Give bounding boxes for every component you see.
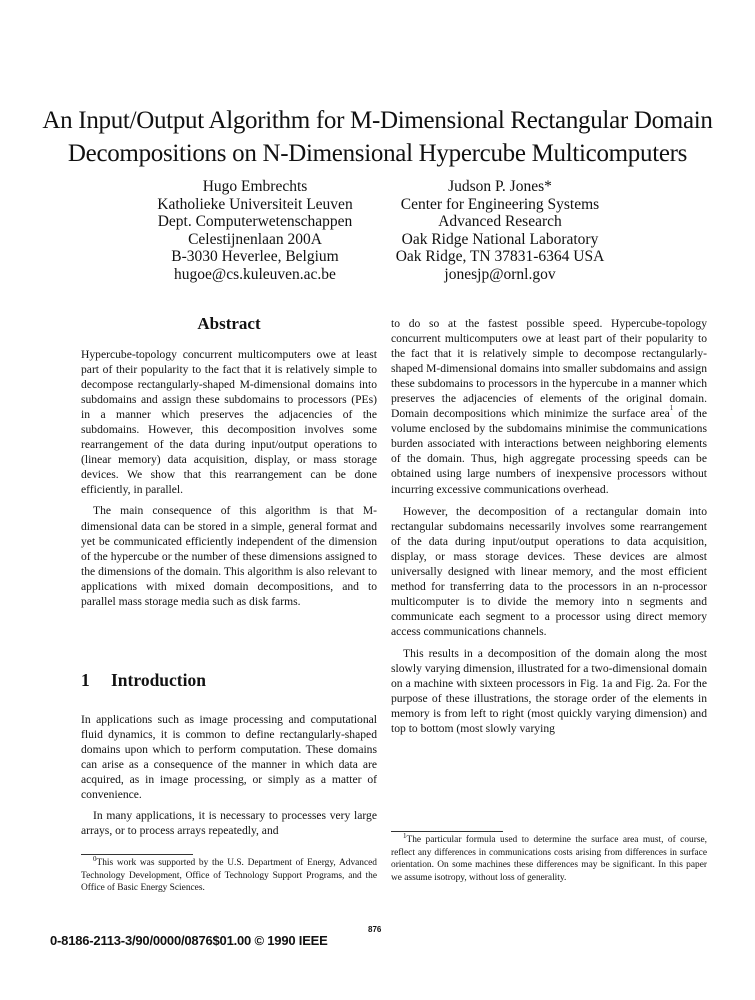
footnote-divider-right bbox=[391, 831, 503, 832]
abstract-paragraph-1: Hypercube-topology concurrent multicomputers owe at least part of their popularity to the fact that it is relatively simple to decompose rectangularly-shaped M-dimensional domains into subdomains and assign these subdomains to processors (PEs) in a manner which preserves the adjacencies of the subdomains. However, this decomposition involves some rearrangement of the data during input/output operations to (linear memory) data acquisition, display, or mass storage devices. We show that this rearrangement can be done efficiently, in parallel. bbox=[81, 348, 377, 497]
footnote-reference: 1 bbox=[669, 404, 674, 413]
footnote-mark: 0 bbox=[93, 855, 97, 863]
author-address-city: Oak Ridge, TN 37831-6364 USA bbox=[395, 248, 605, 266]
introduction-right-column bbox=[391, 316, 707, 736]
section-heading-introduction bbox=[81, 670, 206, 691]
author-institution: Oak Ridge National Laboratory bbox=[401, 230, 599, 248]
author-address-street: Celestijnenlaan 200A bbox=[188, 230, 322, 248]
footnote-divider-left bbox=[81, 854, 193, 855]
author-email: hugoe@cs.kuleuven.ac.be bbox=[174, 265, 336, 283]
page-number: 876 bbox=[368, 925, 382, 934]
author-affiliation: Katholieke Universiteit Leuven bbox=[157, 195, 353, 213]
author-block-jones bbox=[385, 178, 615, 284]
author-address-city: B-3030 Heverlee, Belgium bbox=[171, 248, 339, 266]
intro-paragraph-5: This results in a decomposition of the domain along the most slowly varying dimension, illustrated for a two-dimensional domain on a machine with sixteen processors in Fig. 1a and Fig. 2a. For the purpose of these illustrations, the storage order of the elements in memory is from left to right (most quickly varying dimension) and top to bottom (most slowly varying bbox=[391, 646, 707, 736]
footnote-surface-area bbox=[391, 834, 707, 885]
intro-paragraph-3 bbox=[391, 316, 707, 497]
footnote-mark: 1 bbox=[403, 832, 407, 840]
intro-paragraph-4: However, the decomposition of a rectangular domain into rectangular subdomains necessarily involves some rearrangement of the data during input/output operations to data acquisition, display, or mass storage devices. These devices are almost universally designed with linear memory, and the most efficient method for transferring data to the processors in an n-processor multicomputer is to divide the memory into n segments and communicate each segment to a processor using direct memory access communications channels. bbox=[391, 504, 707, 638]
author-name: Judson P. Jones* bbox=[448, 178, 552, 195]
footnote-funding bbox=[81, 857, 377, 895]
abstract-body bbox=[81, 347, 377, 609]
author-department: Dept. Computerwetenschappen bbox=[157, 213, 353, 231]
footnote-text: This work was supported by the U.S. Department of Energy, Advanced Technology Development, Office of Technology Support Programs, and the Office of Basic Energy Sciences. bbox=[81, 858, 377, 894]
author-department: Advanced Research bbox=[438, 213, 562, 231]
abstract-heading: Abstract bbox=[197, 314, 261, 333]
intro-paragraph-3-text-a: to do so at the fastest possible speed. Hypercube-topology concurrent multicomputers owe at least part of their popularity to the fact that it is relatively simple to decompose rectangularly-shaped M-dimensional domains into smaller subdomains and assign these subdomains to processors in the hypercube in a manner which preserves the adjacencies of elements of the original domain. Domain decompositions which minimize the surface area bbox=[391, 317, 707, 421]
introduction-left-column bbox=[81, 712, 377, 838]
section-number: 1 bbox=[81, 670, 90, 690]
intro-paragraph-2: In many applications, it is necessary to processes very large arrays, or to process arrays repeatedly, and bbox=[81, 809, 377, 838]
intro-paragraph-3-text-b: of the volume enclosed by the subdomains minimise the communications burden associated with interactions between neighboring elements of the domain. Thus, high aggregate processing speeds can be obtained using large numbers of inexpensive processors without incurring excessive communications overhead. bbox=[391, 407, 707, 496]
section-title: Introduction bbox=[111, 670, 206, 690]
publication-identifier: 0-8186-2113-3/90/0000/0876$01.00 © 1990 IEEE bbox=[50, 933, 328, 948]
paper-title-line-2: Decompositions on N-Dimensional Hypercube Multicomputers bbox=[67, 140, 688, 167]
paper-title-line-1: An Input/Output Algorithm for M-Dimensional Rectangular Domain bbox=[42, 107, 713, 134]
abstract-paragraph-2: The main consequence of this algorithm is that M-dimensional data can be stored in a simple, general format and yet be communicated efficiently independent of the dimension of the hypercube or the number of these dimensions assigned to the dimensions of the domain. This algorithm is also relevant to applications with mixed domain decompositions, and to parallel mass storage media such as disk farms. bbox=[81, 504, 377, 608]
paper-title bbox=[0, 104, 755, 170]
author-email: jonesjp@ornl.gov bbox=[444, 265, 556, 283]
footnote-text: The particular formula used to determine the surface area must, of course, reflect any differences in communications costs arising from differences in surface orientation. On some machines these differences may be significant. In this paper we assume isotropy, without loss of generality. bbox=[391, 835, 707, 884]
author-affiliation: Center for Engineering Systems bbox=[400, 195, 600, 213]
intro-paragraph-1: In applications such as image processing and computational fluid dynamics, it is common to define rectangularly-shaped domains upon which to perform computation. These domains can arise as a consequence of the manner in which data are acquired, as in image processing, or simply as a matter of convenience. bbox=[81, 713, 377, 802]
author-block-embrechts bbox=[140, 178, 370, 284]
author-name: Hugo Embrechts bbox=[202, 178, 308, 195]
